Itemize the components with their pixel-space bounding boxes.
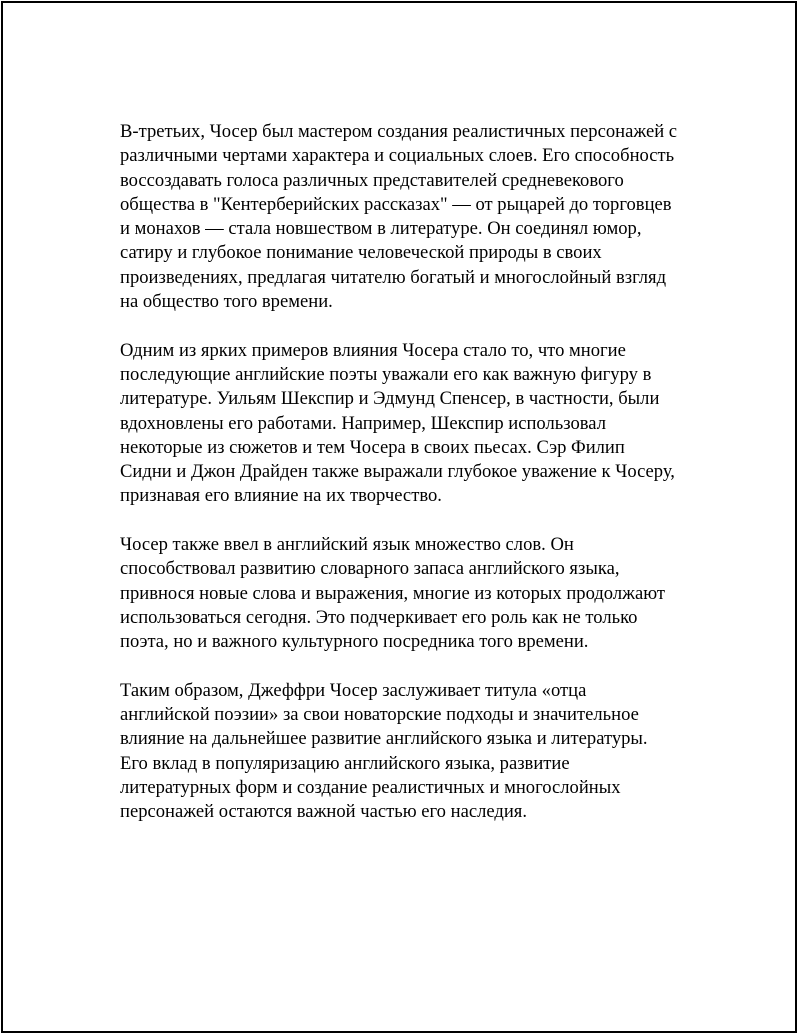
page-frame <box>1 1 797 1033</box>
paragraph-4: Таким образом, Джеффри Чосер заслуживает титула «отца английской поэзии» за свои новаторские подходы и значительное влияние на дальнейшее развитие английского языка и литературы. Его вклад в популяризацию английского языка, развитие литературных форм и создание реалистичных и многослойных персонажей остаются важной частью его наследия. <box>120 679 648 823</box>
paragraph-2: Одним из ярких примеров влияния Чосера стало то, что многие последующие английские поэты уважали его как важную фигуру в литературе. Уильям Шекспир и Эдмунд Спенсер, в частности, были вдохновлены его работами. Например, Шекспир использовал некоторые из сюжетов и тем Чосера в своих пьесах. Сэр Филип Сидни и Джон Драйден также выражали глубокое уважение к Чосеру, признавая его влияние на их творчество. <box>120 339 675 507</box>
document-body <box>120 120 680 849</box>
paragraph-1: В-третьих, Чосер был мастером создания реалистичных персонажей с различными чертами характера и социальных слоев. Его способность воссоздавать голоса различных представителей средневекового общества в "Кентерберийских рассказах" — от рыцарей до торговцев и монахов — стала новшеством в литературе. Он соединял юмор, сатиру и глубокое понимание человеческой природы в своих произведениях, предлагая читателю богатый и многослойный взгляд на общество того времени. <box>120 121 678 313</box>
paragraph-3: Чосер также ввел в английский язык множество слов. Он способствовал развитию словарного запаса английского языка, привнося новые слова и выражения, многие из которых продолжают использоваться сегодня. Это подчеркивает его роль как не только поэта, но и важного культурного посредника того времени. <box>120 534 666 653</box>
